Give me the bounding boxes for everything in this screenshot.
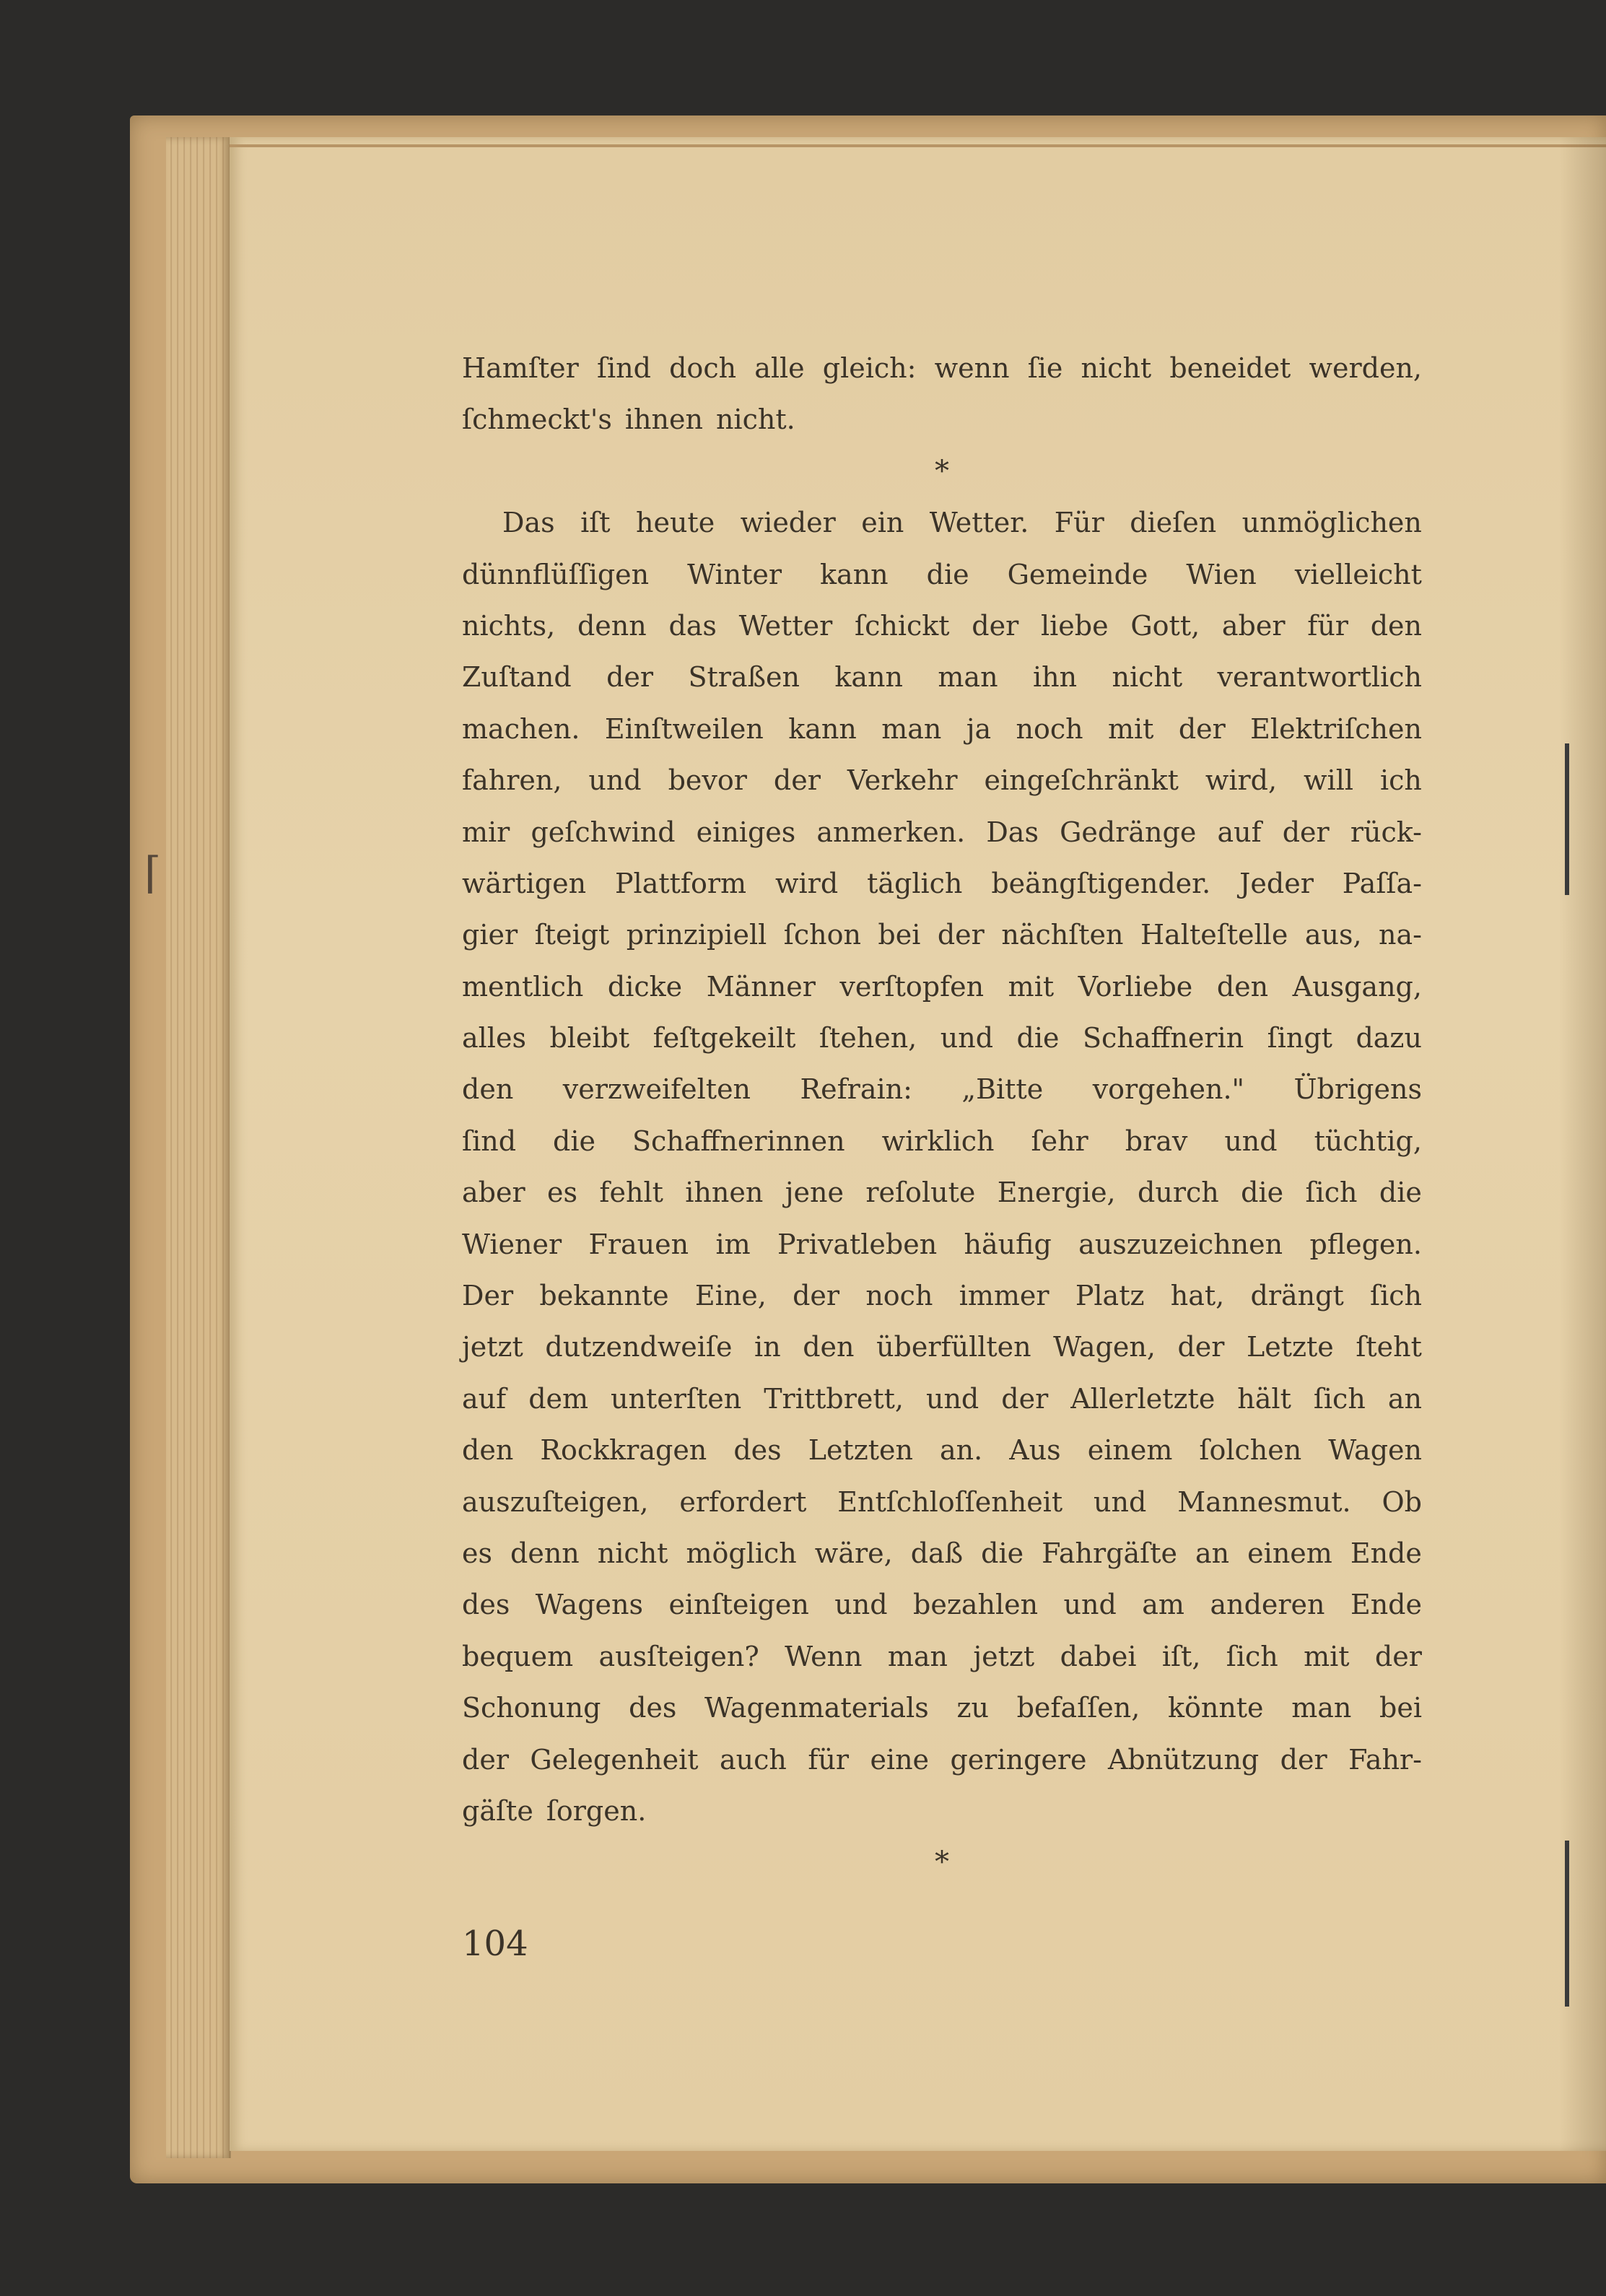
right-edge-mark (1565, 743, 1569, 895)
text-line: machen. Einſtweilen kann man ja noch mit der Elektriſchen (462, 712, 1422, 745)
page-text (462, 343, 1422, 1889)
text-line: es denn nicht möglich wäre, daß die Fahrgäſte an einem Ende (462, 1537, 1422, 1569)
text-line: bequem ausſteigen? Wenn man jetzt dabei iſt, ſich mit der (462, 1640, 1422, 1672)
text-line: aber es fehlt ihnen jene reſolute Energie, durch die ſich die (462, 1177, 1422, 1209)
text-line: fahren, und bevor der Verkehr eingeſchränkt wird, will ich (462, 764, 1422, 797)
text-line: mir geſchwind einiges anmerken. Das Gedränge auf der rück- (462, 816, 1422, 848)
text-line: dünnflüſſigen Winter kann die Gemeinde Wien vielleicht (462, 558, 1422, 590)
text-line: Zuſtand der Straßen kann man ihn nicht verantwortlich (462, 661, 1422, 694)
page-number: 104 (462, 1924, 528, 1964)
text-line: Schonung des Wagenmaterials zu befaſſen, könnte man bei (462, 1692, 1422, 1724)
text-line: Der bekannte Eine, der noch immer Platz hat, drängt ſich (462, 1280, 1422, 1312)
text-line: auszuſteigen, erfordert Entſchloſſenheit und Mannesmut. Ob (462, 1485, 1422, 1518)
paragraph-2 (462, 497, 1422, 1837)
text-line: ſind die Schaffnerinnen wirklich ſehr brav und tüchtig, (462, 1125, 1422, 1157)
text-line: ſchmeckt's ihnen nicht. (462, 403, 795, 436)
page-edges (166, 137, 231, 2158)
text-line: des Wagens einſteigen und bezahlen und am anderen Ende (462, 1589, 1422, 1621)
page-top-edge (230, 144, 1606, 147)
text-line: gier ſteigt prinzipiell ſchon bei der nächſten Halteſtelle aus, na- (462, 919, 1422, 951)
text-line: den Rockkragen des Letzten an. Aus einem ſolchen Wagen (462, 1434, 1422, 1467)
section-separator: * (935, 454, 949, 488)
text-line: mentlich dicke Männer verſtopfen mit Vorliebe den Ausgang, (462, 970, 1422, 1003)
text-line: der Gelegenheit auch für eine geringere Abnützung der Fahr- (462, 1743, 1422, 1776)
paragraph-1 (462, 343, 1422, 446)
text-line: Das iſt heute wieder ein Wetter. Für dieſen unmöglichen (502, 507, 1422, 539)
text-line: Hamſter ſind doch alle gleich: wenn ſie nicht beneidet werden, (462, 352, 1422, 384)
right-edge-mark (1565, 1841, 1569, 2007)
text-line: Wiener Frauen im Privatleben häufig auszuzeichnen pflegen. (462, 1228, 1422, 1260)
text-line: wärtigen Plattform wird täglich beängſtigender. Jeder Paſſa- (462, 867, 1422, 899)
text-line: auf dem unterſten Trittbrett, und der Allerletzte hält ſich an (462, 1382, 1422, 1415)
text-line: jetzt dutzendweiſe in den überfüllten Wagen, der Letzte ſteht (462, 1331, 1422, 1363)
text-line: gäſte ſorgen. (462, 1794, 647, 1827)
text-line: nichts, denn das Wetter ſchickt der liebe Gott, aber für den (462, 609, 1422, 642)
text-line: alles bleibt feſtgekeilt ſtehen, und die Schaffnerin ſingt dazu (462, 1022, 1422, 1055)
text-line: den verzweifelten Refrain: „Bitte vorgehen." Übrigens (462, 1073, 1422, 1106)
section-separator: * (935, 1846, 949, 1880)
binding-mark: ⌈ (144, 848, 162, 899)
